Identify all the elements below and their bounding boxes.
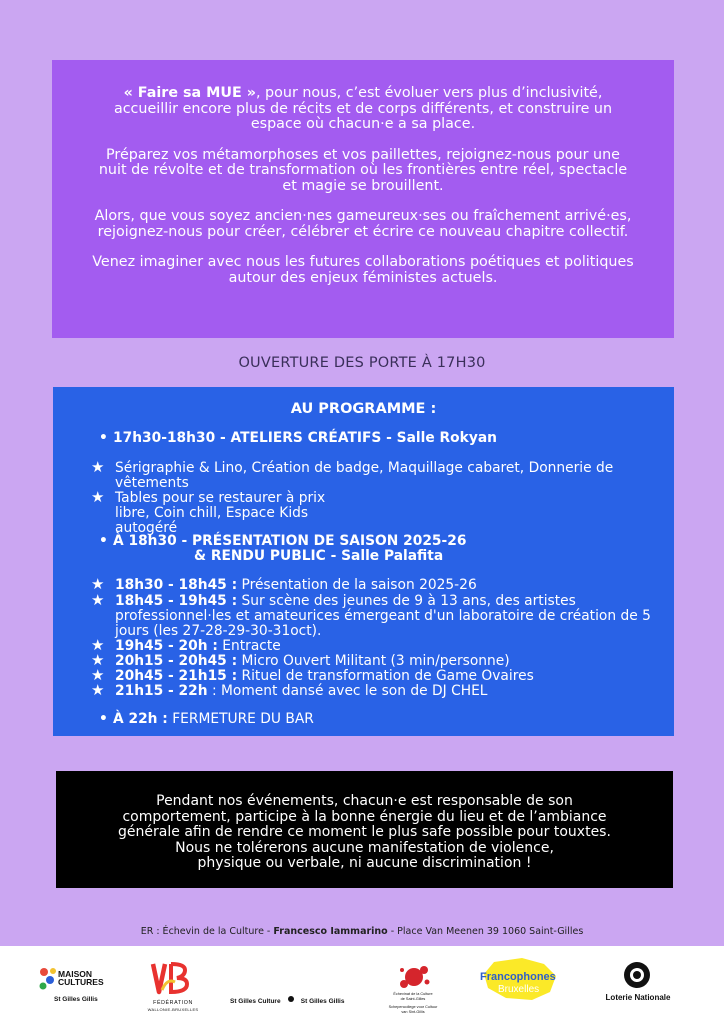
- schedule-text: Micro Ouvert Militant (3 min/personne): [237, 653, 510, 669]
- star-icon: ★: [91, 458, 105, 476]
- publisher-line: [0, 926, 724, 937]
- francophones-bruxelles-logo: [480, 958, 576, 1002]
- star-icon: ★: [91, 666, 105, 684]
- publisher-address: - Place Van Meenen 39 1060 Saint-Gilles: [387, 926, 584, 937]
- maison-cultures-subtext: St Gilles Gillis: [54, 996, 98, 1003]
- federation-subtext: WALLONIE-BRUXELLES: [147, 1007, 199, 1012]
- conduct-line: Nous ne tolérerons aucune manifestation de violence,: [175, 839, 554, 856]
- closing-time: À 22h :: [113, 711, 168, 727]
- federation-text: FÉDÉRATION: [153, 1000, 193, 1006]
- red-splash-icon: [394, 962, 434, 992]
- loterie-nationale-mark-icon: [622, 960, 652, 990]
- presentation-subheading: & RENDU PUBLIC - Salle Palafita: [194, 548, 444, 564]
- star-icon: ★: [91, 681, 105, 699]
- presentation-heading: À 18h30 - PRÉSENTATION DE SAISON 2025-26: [113, 533, 467, 549]
- star-icon: ★: [91, 591, 105, 609]
- schedule-item: [115, 594, 654, 639]
- schedule-time: 21h15 - 22h: [115, 683, 208, 699]
- st-gilles-dot-icon: [288, 996, 294, 1002]
- intro-paragraph-3: Alors, que vous soyez ancien·nes gameureux·ses ou fraîchement arrivé·es, rejoignez-nous pour créer, célébrer et écrire ce nouveau chapitre collectif.: [94, 208, 632, 240]
- schedule-text: Présentation de la saison 2025-26: [237, 577, 477, 593]
- echevinat-text: Échevinat de la Culture: [393, 992, 433, 996]
- intro-paragraph-4: Venez imaginer avec nous les futures collaborations poétiques et politiques autour des enjeux féministes actuels.: [92, 254, 634, 286]
- schedule-text: Entracte: [217, 638, 281, 654]
- st-gilles-gillis-text: St Gilles Gillis: [300, 998, 345, 1005]
- schedule-time: 19h45 - 20h :: [115, 638, 218, 654]
- schedule-time: 18h45 - 19h45 :: [115, 593, 238, 609]
- star-icon: ★: [91, 488, 105, 506]
- bruxelles-text: Bruxelles: [498, 984, 540, 995]
- loterie-nationale-logo: [600, 960, 676, 1010]
- bullet-icon: •: [99, 711, 108, 727]
- star-icon: ★: [91, 636, 105, 654]
- program-bullet-workshops: [99, 431, 497, 446]
- workshop-item: Tables pour se restaurer à prix libre, Coin chill, Espace Kids autogéré: [115, 490, 326, 536]
- schedule-text: Rituel de transformation de Game Ovaires: [237, 668, 534, 684]
- echevinat-text: de Saint-Gilles: [400, 996, 426, 1001]
- opening-time: OUVERTURE DES PORTE À 17H30: [238, 355, 486, 371]
- program-bullet-closing: [99, 712, 314, 727]
- francophones-text: Francophones: [480, 971, 556, 983]
- st-gilles-culture-text: St Gilles Culture: [230, 998, 281, 1005]
- publisher-name: Francesco Iammarino: [273, 926, 388, 937]
- conduct-line: comportement, participe à la bonne énergie du lieu et de l’ambiance: [122, 808, 607, 825]
- schedule-time: 20h45 - 21h15 :: [115, 668, 238, 684]
- sponsors-footer: [0, 946, 724, 1024]
- schedule-item: [115, 639, 654, 654]
- schedule-time: 20h15 - 20h45 :: [115, 653, 238, 669]
- closing-text: FERMETURE DU BAR: [167, 711, 314, 727]
- bullet-icon: •: [99, 533, 108, 549]
- workshop-item: Sérigraphie & Lino, Création de badge, Maquillage cabaret, Donnerie de vêtements: [115, 460, 614, 491]
- schedule-item: [115, 578, 654, 593]
- schedule-item: [115, 654, 654, 669]
- maison-cultures-text: MAISON: [58, 969, 92, 979]
- program-bullet-presentation: [99, 534, 466, 564]
- workshops-heading: 17h30-18h30 - ATELIERS CRÉATIFS - Salle Rokyan: [113, 430, 497, 446]
- loterie-nationale-text: Loterie Nationale: [605, 993, 671, 1002]
- maison-cultures-mark-icon: [38, 966, 58, 992]
- star-icon: ★: [91, 575, 105, 593]
- bullet-icon: •: [99, 430, 108, 446]
- conduct-line: Pendant nos événements, chacun·e est responsable de son: [156, 793, 573, 809]
- schedule-text: : Moment dansé avec le son de DJ CHEL: [207, 683, 488, 699]
- schedule-item: [115, 684, 654, 699]
- schedule-text: Sur scène des jeunes de 9 à 13 ans, des artistes professionnel·les et amateurices émergeant d'un laboratoire de création de 5 jours (les 27-28-29-30-31oct).: [115, 593, 651, 639]
- intro-text-1: , pour nous, c’est évoluer vers plus d’inclusivité, accueillir encore plus de récits et de corps différents, et construire un espace où chacun·e a sa place.: [113, 85, 613, 132]
- conduct-line: générale afin de rendre ce moment le plus safe possible pour touxtes.: [118, 824, 611, 841]
- intro-box: [52, 60, 674, 338]
- maison-cultures-logo: [38, 964, 108, 1010]
- schedule-time: 18h30 - 18h45 :: [115, 577, 238, 593]
- conduct-line: physique ou verbale, ni aucune discrimination !: [197, 855, 532, 872]
- federation-wb-mark-icon: [149, 960, 193, 996]
- program-title: AU PROGRAMME :: [290, 401, 437, 417]
- publisher-prefix: ER : Échevin de la Culture -: [140, 926, 274, 937]
- intro-paragraph-2: Préparez vos métamorphoses et vos paillettes, rejoignez-nous pour une nuit de révolte et de transformation où les frontières entre réel, spectacle et magie se brouillent.: [98, 146, 628, 194]
- schepencollege-text: van Sint-Gillis: [401, 1009, 425, 1014]
- schedule-item: [115, 669, 654, 684]
- program-box: [53, 387, 674, 736]
- star-icon: ★: [91, 651, 105, 669]
- conduct-box: [56, 771, 673, 888]
- intro-paragraph-1: [90, 86, 636, 133]
- maison-cultures-text: CULTURES: [58, 977, 104, 987]
- intro-title: « Faire sa MUE »: [123, 85, 256, 101]
- st-gilles-culture-logo: [230, 988, 345, 1005]
- echevinat-culture-logo: [384, 962, 442, 1018]
- federation-wallonie-bruxelles-logo: [143, 960, 203, 1016]
- schepencollege-text: Schepencollege voor Cultuur: [388, 1005, 438, 1009]
